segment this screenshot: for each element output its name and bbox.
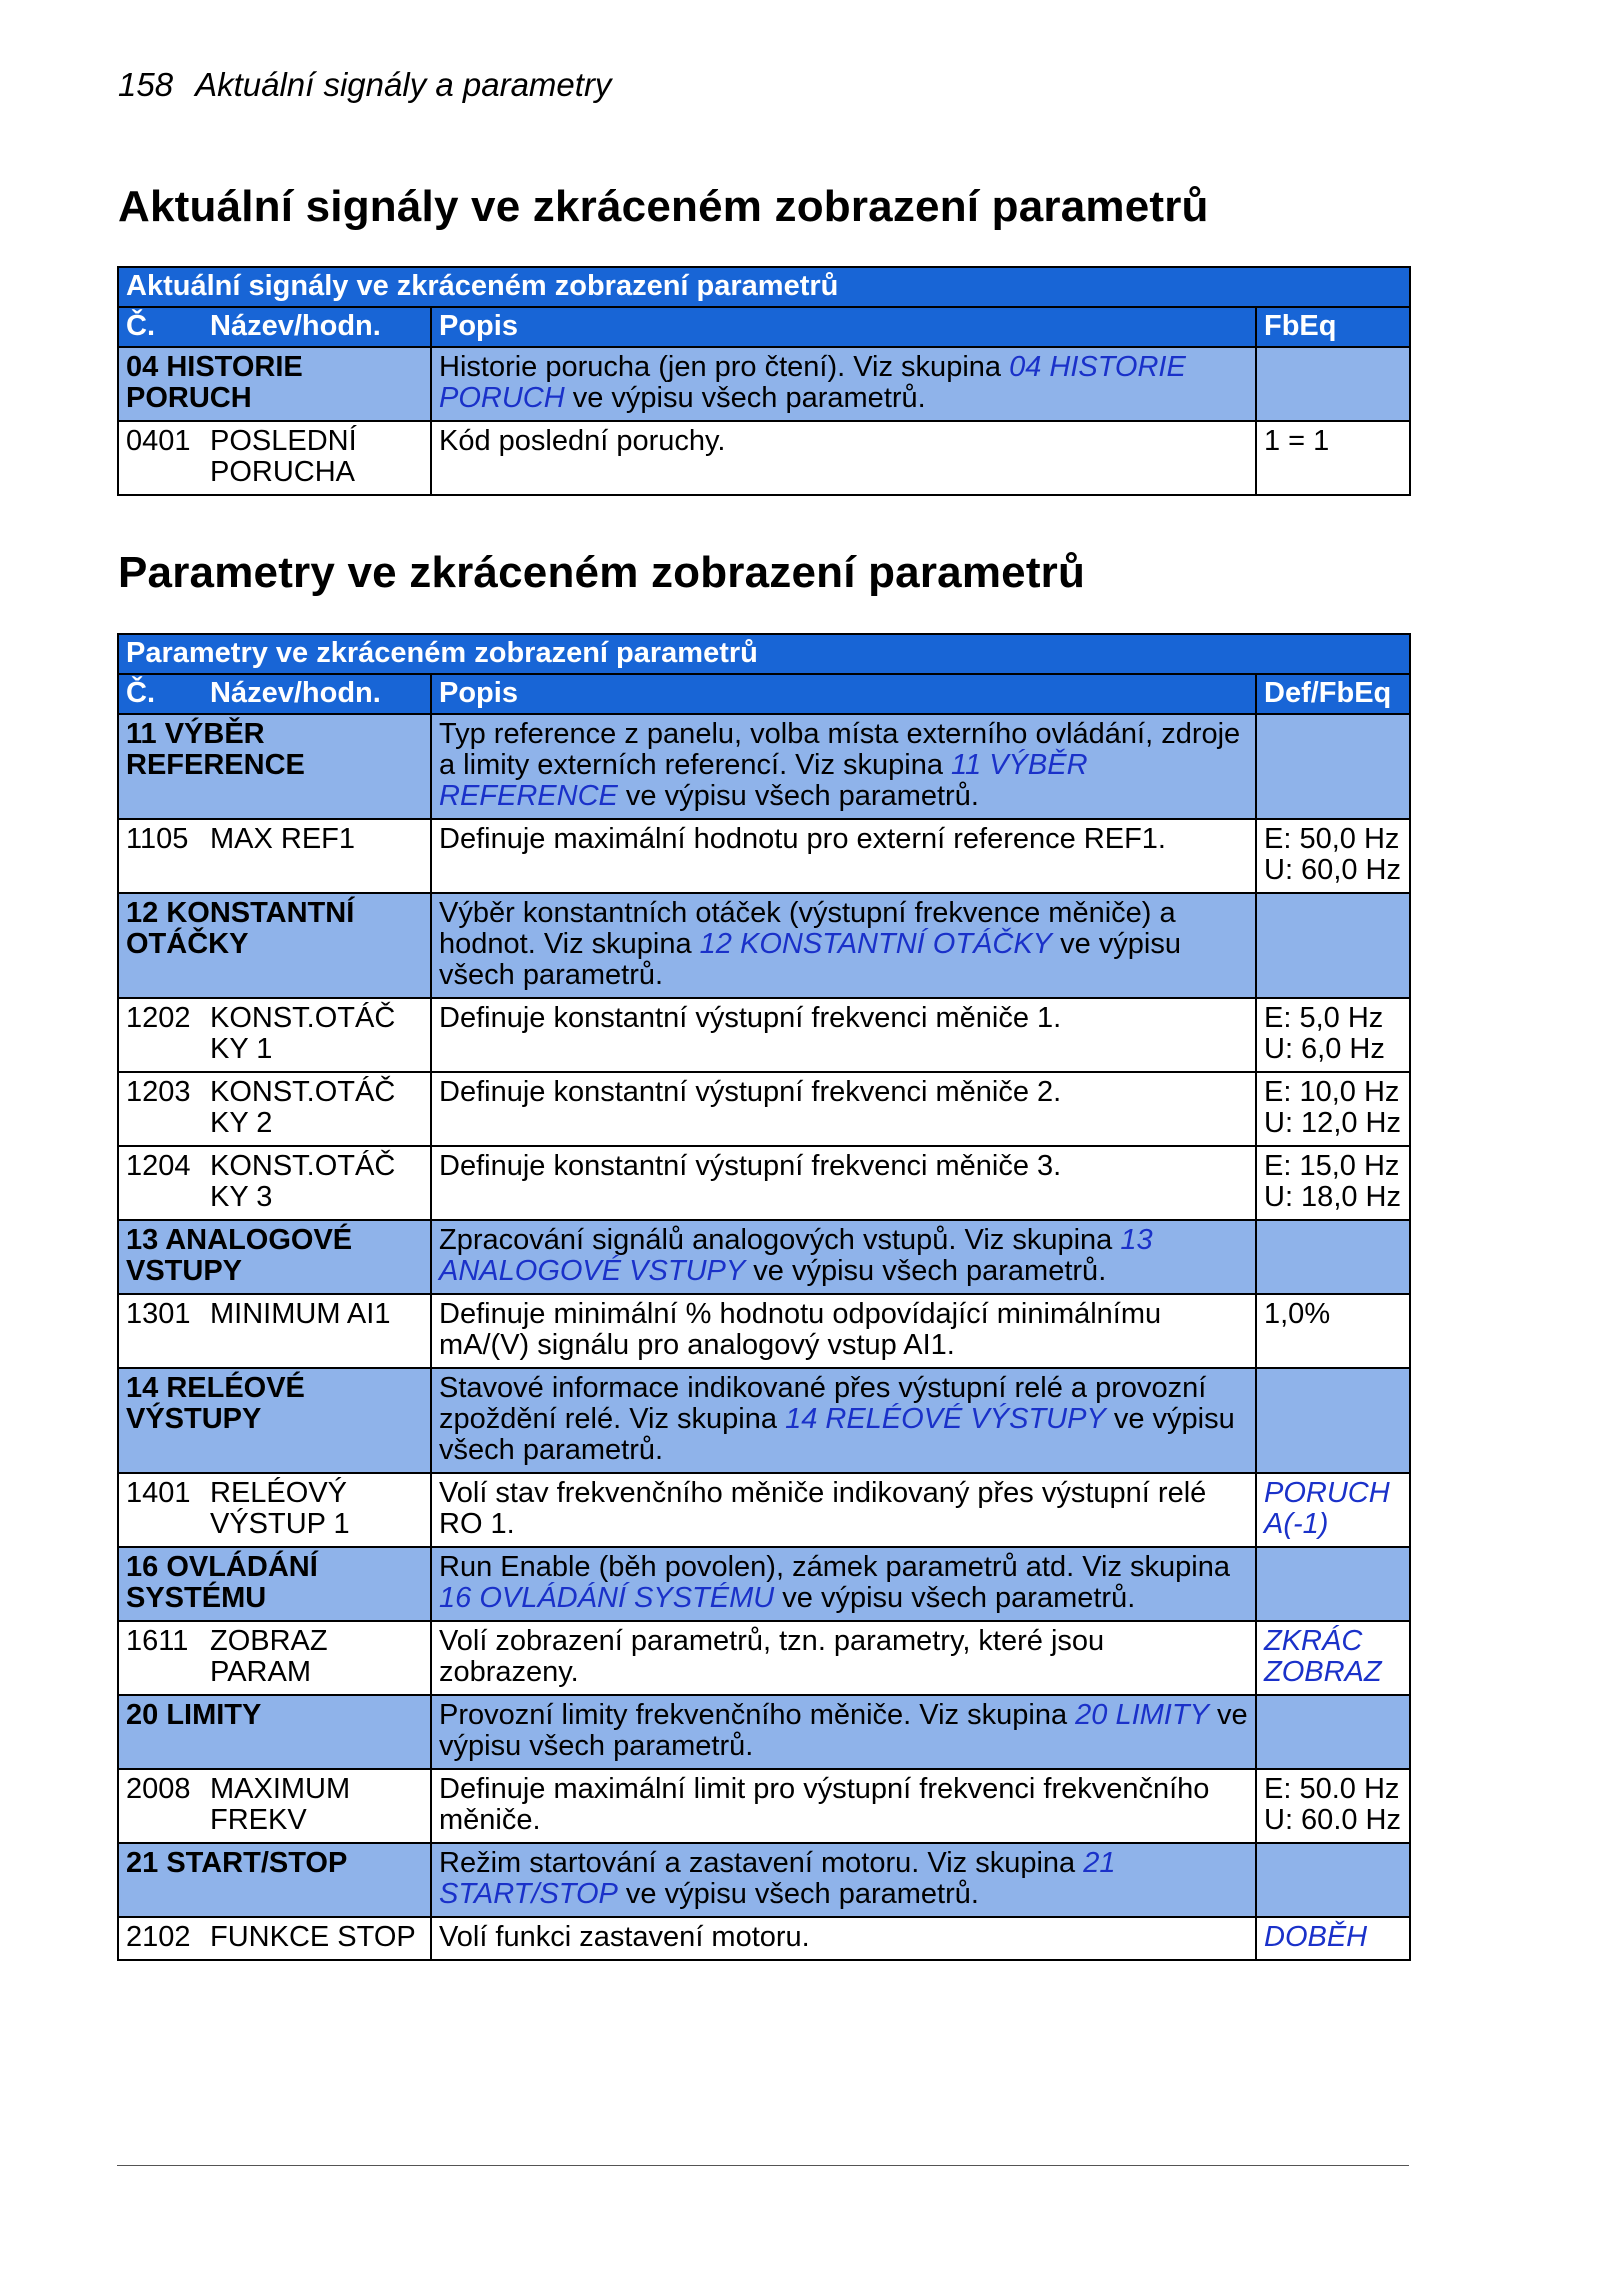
group-row — [118, 1547, 1410, 1621]
group-description — [431, 1368, 1256, 1473]
group-row — [118, 1843, 1410, 1917]
group-description-text: Run Enable (běh povolen), zámek parametrů atd. Viz skupina — [439, 1551, 1230, 1583]
signals-heading: Aktuální signály ve zkráceném zobrazení parametrů — [118, 182, 1209, 231]
group-link[interactable]: 16 OVLÁDÁNÍ SYSTÉMU — [439, 1582, 775, 1614]
parameter-name-cell — [118, 1294, 431, 1368]
parameter-description: Definuje konstantní výstupní frekvenci měniče 2. — [431, 1072, 1256, 1146]
group-description-text: Zpracování signálů analogových vstupů. Viz skupina — [439, 1224, 1121, 1256]
group-value-cell — [1256, 1843, 1410, 1917]
group-name: 14 RELÉOVÉ VÝSTUPY — [118, 1368, 431, 1473]
column-header-number: Č. — [126, 677, 155, 709]
parameter-number: 1105 — [126, 823, 189, 855]
parameter-name: ZOBRAZ PARAM — [210, 1625, 328, 1688]
group-row — [118, 714, 1410, 819]
column-header-name — [118, 674, 431, 714]
group-row — [118, 347, 1410, 421]
group-description — [431, 714, 1256, 819]
group-description-text: Provozní limity frekvenčního měniče. Viz skupina — [439, 1699, 1076, 1731]
parameter-description: Volí funkci zastavení motoru. — [431, 1917, 1256, 1960]
column-header-value: Def/FbEq — [1256, 674, 1410, 714]
parameter-number: 1301 — [126, 1298, 191, 1330]
group-value-cell — [1256, 1547, 1410, 1621]
parameter-value: E: 15,0 Hz U: 18,0 Hz — [1256, 1146, 1410, 1220]
group-description-suffix: ve výpisu všech parametrů. — [617, 780, 979, 812]
group-description-text: Režim startování a zastavení motoru. Viz skupina — [439, 1847, 1084, 1879]
column-header-value: FbEq — [1256, 307, 1410, 347]
group-link[interactable]: 13 ANALOGOVÉ VSTUPY — [439, 1224, 1153, 1287]
parameters-table — [117, 633, 1411, 1961]
parameter-row — [118, 1294, 1410, 1368]
parameter-name-cell — [118, 1473, 431, 1547]
group-name: 12 KONSTANTNÍ OTÁČKY — [118, 893, 431, 998]
parameter-description: Definuje maximální hodnotu pro externí reference REF1. — [431, 819, 1256, 893]
group-description — [431, 1695, 1256, 1769]
group-description-suffix: ve výpisu všech parametrů. — [617, 1878, 979, 1910]
column-header-row — [118, 674, 1410, 714]
group-row — [118, 893, 1410, 998]
parameter-number: 0401 — [126, 425, 191, 457]
column-header-description: Popis — [431, 674, 1256, 714]
group-link[interactable]: 21 START/STOP — [439, 1847, 1116, 1910]
group-description-text: Typ reference z panelu, volba místa externího ovládání, zdroje a limity externích referencí. Viz skupina — [439, 718, 1241, 781]
column-header-name-label: Název/hodn. — [210, 677, 381, 709]
parameter-name-cell — [118, 1917, 431, 1960]
group-description-text: Stavové informace indikované přes výstupní relé a provozní zpoždění relé. Viz skupina — [439, 1372, 1207, 1435]
parameter-description: Definuje konstantní výstupní frekvenci měniče 3. — [431, 1146, 1256, 1220]
group-description-text: Historie porucha (jen pro čtení). Viz skupina — [439, 351, 1010, 383]
parameter-name: KONST.OTÁČ KY 1 — [210, 1002, 396, 1065]
group-description-text: Výběr konstantních otáček (výstupní frekvence měniče) a hodnot. Viz skupina — [439, 897, 1176, 960]
group-description — [431, 1547, 1256, 1621]
group-description-suffix: ve výpisu všech parametrů. — [564, 382, 926, 414]
group-link[interactable]: 20 LIMITY — [1075, 1699, 1209, 1731]
page-number: 158 — [118, 66, 174, 103]
group-description-suffix: ve výpisu všech parametrů. — [439, 1403, 1235, 1466]
parameter-value: E: 50,0 Hz U: 60,0 Hz — [1256, 819, 1410, 893]
table-caption-row — [118, 634, 1410, 674]
parameter-name-cell — [118, 1072, 431, 1146]
column-header-number: Č. — [126, 310, 155, 342]
group-value-cell — [1256, 1695, 1410, 1769]
column-header-row — [118, 307, 1410, 347]
group-description-suffix: ve výpisu všech parametrů. — [439, 928, 1181, 991]
parameter-value: E: 10,0 Hz U: 12,0 Hz — [1256, 1072, 1410, 1146]
parameter-number: 1203 — [126, 1076, 191, 1108]
group-description — [431, 347, 1256, 421]
group-description-suffix: ve výpisu všech parametrů. — [745, 1255, 1107, 1287]
parameter-description: Kód poslední poruchy. — [431, 421, 1256, 495]
signals-table — [117, 266, 1411, 496]
parameter-description: Definuje konstantní výstupní frekvenci měniče 1. — [431, 998, 1256, 1072]
parameter-name-cell — [118, 421, 431, 495]
parameter-row — [118, 1769, 1410, 1843]
group-value-cell — [1256, 1368, 1410, 1473]
group-description — [431, 893, 1256, 998]
group-description — [431, 1220, 1256, 1294]
parameter-value: 1 = 1 — [1256, 421, 1410, 495]
group-name: 20 LIMITY — [118, 1695, 431, 1769]
group-description-suffix: ve výpisu všech parametrů. — [774, 1582, 1136, 1614]
parameter-number: 1401 — [126, 1477, 191, 1509]
parameter-description: Definuje maximální limit pro výstupní frekvenci frekvenčního měniče. — [431, 1769, 1256, 1843]
group-description — [431, 1843, 1256, 1917]
parameter-row — [118, 998, 1410, 1072]
group-link[interactable]: 11 VÝBĚR REFERENCE — [439, 749, 1088, 812]
column-header-description: Popis — [431, 307, 1256, 347]
table-caption: Aktuální signály ve zkráceném zobrazení parametrů — [118, 267, 1410, 307]
parameter-name: MAX REF1 — [210, 823, 356, 855]
group-link[interactable]: 12 KONSTANTNÍ OTÁČKY — [699, 928, 1053, 960]
parameter-row — [118, 1621, 1410, 1695]
group-name: 11 VÝBĚR REFERENCE — [118, 714, 431, 819]
parameter-number: 1204 — [126, 1150, 191, 1182]
group-row — [118, 1220, 1410, 1294]
parameter-value[interactable]: PORUCH A(-1) — [1256, 1473, 1410, 1547]
group-name: 16 OVLÁDÁNÍ SYSTÉMU — [118, 1547, 431, 1621]
parameter-name-cell — [118, 819, 431, 893]
parameter-number: 2102 — [126, 1921, 191, 1953]
parameter-name-cell — [118, 1769, 431, 1843]
parameter-description: Volí zobrazení parametrů, tzn. parametry, které jsou zobrazeny. — [431, 1621, 1256, 1695]
column-header-name — [118, 307, 431, 347]
group-link[interactable]: 04 HISTORIE PORUCH — [439, 351, 1186, 414]
parameter-value[interactable]: DOBĚH — [1256, 1917, 1410, 1960]
table-caption: Parametry ve zkráceném zobrazení parametrů — [118, 634, 1410, 674]
group-value-cell — [1256, 347, 1410, 421]
group-row — [118, 1368, 1410, 1473]
parameter-row — [118, 1146, 1410, 1220]
parameter-number: 2008 — [126, 1773, 191, 1805]
parameter-row — [118, 1917, 1410, 1960]
group-value-cell — [1256, 893, 1410, 998]
parameter-row — [118, 421, 1410, 495]
parameter-name-cell — [118, 1621, 431, 1695]
parameter-name: FUNKCE STOP — [210, 1921, 416, 1953]
page-header — [118, 66, 611, 104]
column-header-name-label: Název/hodn. — [210, 310, 381, 342]
parameter-value: 1,0% — [1256, 1294, 1410, 1368]
parameter-value[interactable]: ZKRÁC ZOBRAZ — [1256, 1621, 1410, 1695]
group-row — [118, 1695, 1410, 1769]
parameter-row — [118, 819, 1410, 893]
table-caption-row — [118, 267, 1410, 307]
parameter-row — [118, 1473, 1410, 1547]
parameter-description: Definuje minimální % hodnotu odpovídající minimálnímu mA/(V) signálu pro analogový vstup AI1. — [431, 1294, 1256, 1368]
parameter-value: E: 50.0 Hz U: 60.0 Hz — [1256, 1769, 1410, 1843]
parameter-value: E: 5,0 Hz U: 6,0 Hz — [1256, 998, 1410, 1072]
parameter-description: Volí stav frekvenčního měniče indikovaný přes výstupní relé RO 1. — [431, 1473, 1256, 1547]
parameter-name: KONST.OTÁČ KY 2 — [210, 1076, 396, 1139]
group-link[interactable]: 14 RELÉOVÉ VÝSTUPY — [785, 1403, 1106, 1435]
parameter-name: RELÉOVÝ VÝSTUP 1 — [210, 1477, 350, 1540]
group-name: 21 START/STOP — [118, 1843, 431, 1917]
parameter-name: KONST.OTÁČ KY 3 — [210, 1150, 396, 1213]
parameter-name: POSLEDNÍ PORUCHA — [210, 425, 357, 488]
parameter-name-cell — [118, 1146, 431, 1220]
parameter-name-cell — [118, 998, 431, 1072]
parameter-number: 1202 — [126, 1002, 191, 1034]
parameter-name: MAXIMUM FREKV — [210, 1773, 351, 1836]
group-value-cell — [1256, 1220, 1410, 1294]
parameter-row — [118, 1072, 1410, 1146]
group-name: 13 ANALOGOVÉ VSTUPY — [118, 1220, 431, 1294]
parameter-name: MINIMUM AI1 — [210, 1298, 391, 1330]
parameter-number: 1611 — [126, 1625, 189, 1657]
parameters-heading: Parametry ve zkráceném zobrazení parametrů — [118, 548, 1086, 597]
section-title: Aktuální signály a parametry — [195, 66, 612, 103]
group-value-cell — [1256, 714, 1410, 819]
group-description-suffix: ve výpisu všech parametrů. — [439, 1699, 1248, 1762]
group-name: 04 HISTORIE PORUCH — [118, 347, 431, 421]
footer-divider — [117, 2165, 1409, 2166]
